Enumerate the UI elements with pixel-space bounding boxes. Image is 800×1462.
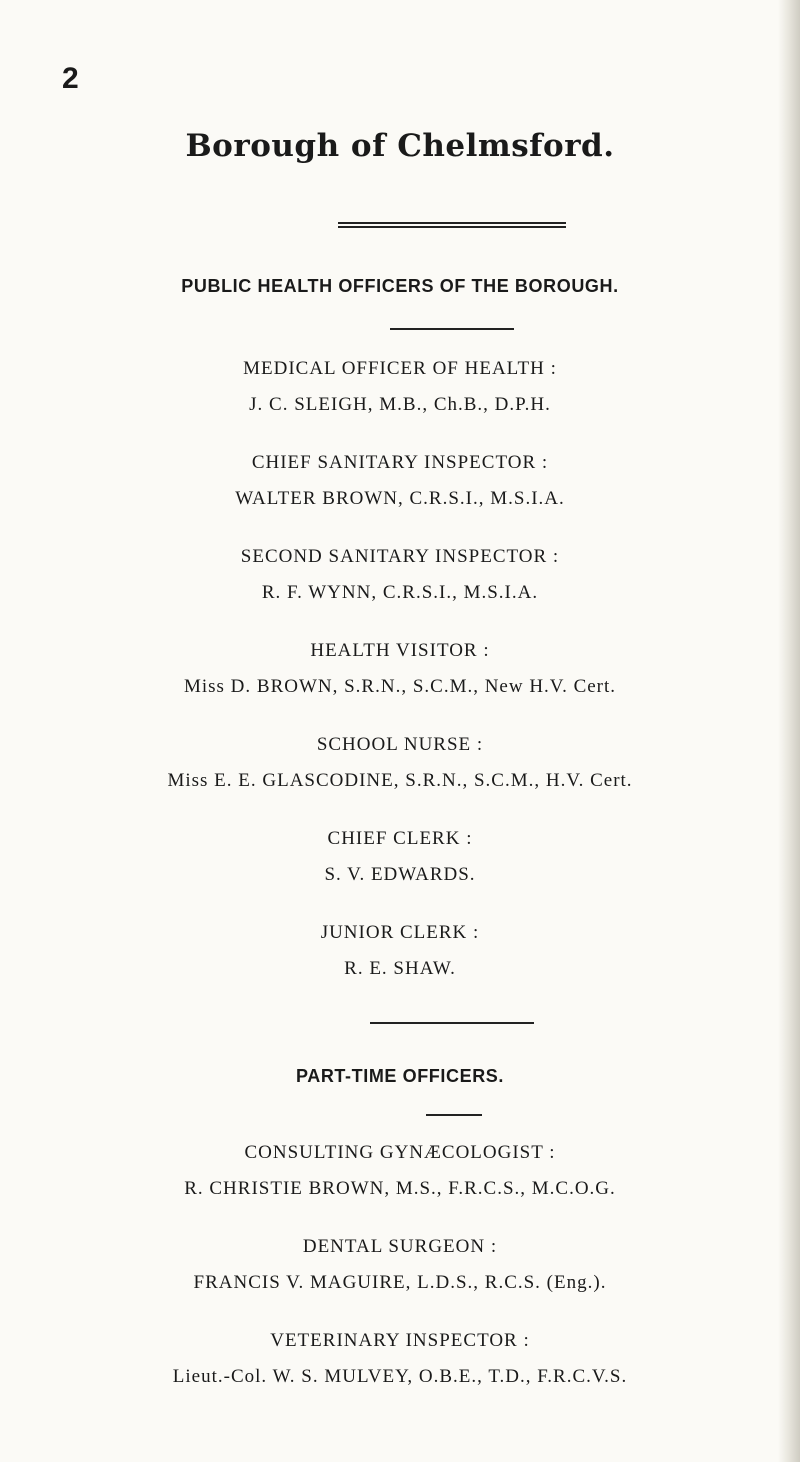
section-rule bbox=[370, 1022, 534, 1024]
name-text: E. E. GLASCODINE, S.R.N., S.C.M., H.V. Cert. bbox=[214, 770, 633, 791]
officer-name-dental: FRANCIS V. MAGUIRE, L.D.S., R.C.S. (Eng.). bbox=[193, 1272, 607, 1293]
fulltime-rule bbox=[390, 328, 514, 330]
name-text: W. S. MULVEY, O.B.E., T.D., F.R.C.V.S. bbox=[272, 1366, 628, 1387]
parttime-rule bbox=[426, 1114, 482, 1116]
officer-name-medical: J. C. SLEIGH, M.B., Ch.B., D.P.H. bbox=[249, 394, 551, 415]
name-prefix: Miss bbox=[183, 676, 225, 697]
officer-role-gynaecologist: CONSULTING GYNÆCOLOGIST : bbox=[244, 1142, 556, 1163]
officer-role-health-visitor: HEALTH VISITOR : bbox=[310, 640, 490, 661]
officer-role-school-nurse: SCHOOL NURSE : bbox=[316, 734, 484, 755]
officer-role-dental: DENTAL SURGEON : bbox=[302, 1236, 498, 1257]
officer-role-medical: MEDICAL OFFICER OF HEALTH : bbox=[243, 358, 557, 379]
officer-name-school-nurse bbox=[0, 770, 800, 792]
page-title: Borough of Chelmsford. bbox=[185, 128, 615, 164]
officer-role-veterinary: VETERINARY INSPECTOR : bbox=[270, 1330, 530, 1351]
page-number: 2 bbox=[62, 62, 79, 95]
name-text: D. BROWN, S.R.N., S.C.M., New H.V. Cert. bbox=[230, 676, 617, 697]
title-double-rule bbox=[338, 222, 566, 228]
name-prefix: Lieut.-Col. bbox=[172, 1366, 268, 1387]
officer-name-chief-sanitary: WALTER BROWN, C.R.S.I., M.S.I.A. bbox=[235, 488, 565, 509]
parttime-heading: PART-TIME OFFICERS. bbox=[295, 1066, 505, 1086]
fulltime-heading: PUBLIC HEALTH OFFICERS OF THE BOROUGH. bbox=[181, 276, 619, 296]
name-prefix: Miss bbox=[167, 770, 209, 791]
officer-name-veterinary bbox=[0, 1366, 800, 1388]
officer-role-junior-clerk: JUNIOR CLERK : bbox=[320, 922, 480, 943]
officer-name-junior-clerk: R. E. SHAW. bbox=[344, 958, 456, 979]
officer-role-chief-sanitary: CHIEF SANITARY INSPECTOR : bbox=[251, 452, 549, 473]
officer-role-second-sanitary: SECOND SANITARY INSPECTOR : bbox=[240, 546, 560, 567]
officer-name-gynaecologist: R. CHRISTIE BROWN, M.S., F.R.C.S., M.C.O.G. bbox=[184, 1178, 616, 1199]
officer-name-chief-clerk: S. V. EDWARDS. bbox=[324, 864, 476, 885]
officer-name-health-visitor bbox=[0, 676, 800, 698]
officer-role-chief-clerk: CHIEF CLERK : bbox=[327, 828, 473, 849]
officer-name-second-sanitary: R. F. WYNN, C.R.S.I., M.S.I.A. bbox=[261, 582, 539, 603]
